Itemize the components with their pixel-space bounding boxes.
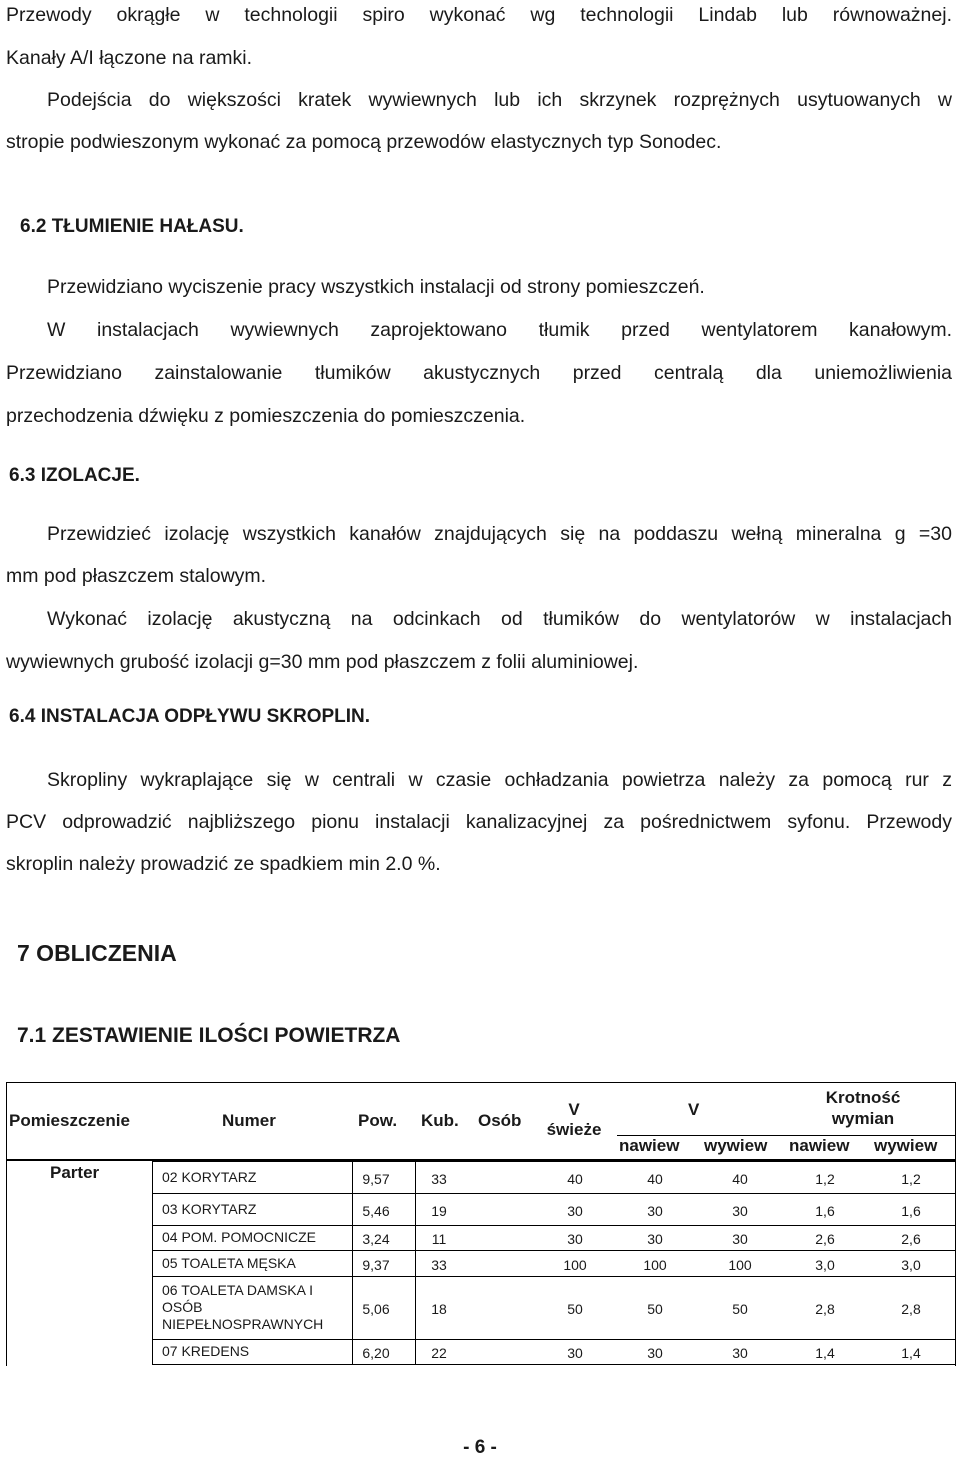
table-cell-numer (162, 1201, 256, 1218)
section-heading: 7.1 ZESTAWIENIE ILOŚCI POWIETRZA (17, 1024, 401, 1047)
table-cell-kub: 11 (431, 1231, 447, 1247)
paragraph-line: Przewidzieć izolację wszystkich kanałów znajdujących się na poddaszu wełną mineralna g =30 (47, 523, 952, 545)
table-cell-numer-line: 03 KORYTARZ (162, 1200, 257, 1217)
table-cell-kub: 18 (431, 1301, 447, 1317)
page-number: - 6 - (463, 1437, 497, 1458)
table-cell-kn: 2,8 (815, 1301, 835, 1317)
paragraph-line: Skropliny wykraplające się w centrali w czasie ochładzania powietrza należy za pomocą rur z (47, 769, 952, 791)
table-cell-vw: 50 (732, 1301, 748, 1317)
table-cell-numer-line: NIEPEŁNOSPRAWNYCH (162, 1316, 324, 1332)
chapter-heading: 7 OBLICZENIA (17, 940, 177, 966)
section-heading: 6.2 TŁUMIENIE HAŁASU. (20, 216, 244, 237)
header-krotnosc-line1: Krotność (825, 1088, 901, 1107)
header-k-nawiew: nawiew (789, 1136, 850, 1155)
table-cell-kn: 1,6 (815, 1202, 835, 1219)
paragraph-line: przechodzenia dźwięku z pomieszczenia do pomieszczenia. (6, 405, 526, 427)
table-cell-swieze: 50 (567, 1301, 583, 1317)
table-cell-numer (162, 1255, 296, 1272)
paragraph-line: skroplin należy prowadzić ze spadkiem min 2.0 %. (6, 853, 441, 875)
table-row-line (152, 1161, 956, 1162)
header-osob: Osób (478, 1111, 522, 1130)
group-label: Parter (50, 1163, 100, 1182)
table-border-top (6, 1082, 956, 1083)
table-cell-kub: 19 (431, 1202, 447, 1219)
table-cell-swieze: 30 (567, 1231, 583, 1247)
table-cell-vn: 100 (643, 1256, 667, 1273)
table-cell-kub: 33 (431, 1170, 447, 1187)
table-cell-kw: 2,8 (901, 1301, 921, 1317)
paragraph-line: Przewidziano zainstalowanie tłumików akustycznych przed centralą dla uniemożliwienia (6, 362, 952, 384)
header-v-swieze-line1: V (568, 1100, 580, 1119)
table-cell-kub: 22 (431, 1345, 447, 1361)
table-cell-vn: 40 (647, 1170, 663, 1187)
table-cell-pow: 9,37 (362, 1256, 390, 1273)
table-cell-pow: 5,06 (362, 1301, 390, 1317)
table-col-divider (152, 1161, 153, 1365)
table-cell-numer-line: 04 POM. POMOCNICZE (162, 1229, 317, 1245)
table-row-line (152, 1193, 956, 1194)
table-cell-numer (162, 1343, 249, 1360)
section-heading: 6.3 IZOLACJE. (9, 465, 140, 486)
table-cell-vw: 30 (732, 1202, 748, 1219)
table-cell-vn: 30 (647, 1345, 663, 1361)
table-cell-vw: 100 (728, 1256, 752, 1273)
paragraph-line: W instalacjach wywiewnych zaprojektowano tłumik przed wentylatorem kanałowym. (47, 319, 952, 341)
table-cell-vw: 30 (732, 1345, 748, 1361)
table-cell-numer-line: 07 KREDENS (162, 1343, 250, 1359)
table-cell-pow: 5,46 (362, 1202, 390, 1219)
table-border-bottom (152, 1364, 956, 1365)
header-kub: Kub. (421, 1111, 459, 1130)
header-v-wywiew: wywiew (704, 1136, 768, 1155)
table-cell-numer (162, 1229, 316, 1246)
table-cell-kn: 3,0 (815, 1256, 835, 1273)
table-cell-numer-line: 06 TOALETA DAMSKA I (162, 1282, 313, 1298)
paragraph-line: Kanały A/I łączone na ramki. (6, 47, 253, 69)
paragraph-line: Wykonać izolację akustyczną na odcinkach od tłumików do wentylatorów w instalacjach (47, 608, 952, 630)
table-cell-pow: 9,57 (362, 1170, 390, 1187)
paragraph-line: mm pod płaszczem stalowym. (6, 565, 267, 587)
header-krotnosc-line2: wymian (831, 1109, 895, 1128)
paragraph-line: Podejścia do większości kratek wywiewnych lub ich skrzynek rozprężnych usytuowanych w (47, 89, 952, 111)
header-k-wywiew: wywiew (874, 1136, 938, 1155)
table-cell-kw: 1,6 (901, 1202, 921, 1219)
table-cell-vw: 40 (732, 1170, 748, 1187)
paragraph-line: PCV odprowadzić najbliższego pionu instalacji kanalizacyjnej za pośrednictwem syfonu. Przewody (6, 811, 952, 833)
section-heading: 6.4 INSTALACJA ODPŁYWU SKROPLIN. (9, 706, 371, 727)
table-cell-swieze: 40 (567, 1170, 583, 1187)
table-cell-pow: 3,24 (362, 1231, 390, 1247)
table-row-line (152, 1339, 956, 1340)
table-cell-kn: 1,4 (815, 1345, 835, 1361)
header-v-nawiew: nawiew (619, 1136, 680, 1155)
table-cell-swieze: 30 (567, 1345, 583, 1361)
table-cell-vw: 30 (732, 1231, 748, 1247)
table-cell-vn: 30 (647, 1231, 663, 1247)
header-pow: Pow. (358, 1111, 398, 1130)
header-v-swieze-line2: świeże (546, 1120, 602, 1139)
table-cell-pow: 6,20 (362, 1345, 390, 1361)
table-cell-numer (162, 1169, 256, 1186)
table-cell-numer-line: OSÓB (162, 1299, 203, 1315)
table-cell-vn: 50 (647, 1301, 663, 1317)
paragraph-line: Przewidziano wyciszenie pracy wszystkich instalacji od strony pomieszczeń. (47, 276, 705, 298)
table-cell-kn: 2,6 (815, 1231, 835, 1247)
paragraph-line: stropie podwieszonym wykonać za pomocą przewodów elastycznych typ Sonodec. (6, 131, 722, 153)
table-cell-kn: 1,2 (815, 1170, 835, 1187)
table-cell-kw: 1,4 (901, 1345, 921, 1361)
table-cell-kub: 33 (431, 1256, 447, 1273)
table-row-line (152, 1250, 956, 1251)
table-cell-swieze: 100 (563, 1256, 587, 1273)
table-cell-swieze: 30 (567, 1202, 583, 1219)
header-numer: Numer (222, 1111, 276, 1130)
header-v-swieze (541, 1100, 607, 1140)
paragraph-line: wywiewnych grubość izolacji g=30 mm pod płaszczem z folii aluminiowej. (6, 651, 639, 673)
header-krotnosc (788, 1087, 938, 1129)
table-row-line (152, 1225, 956, 1226)
paragraph-line: Przewody okrągłe w technologii spiro wykonać wg technologii Lindab lub równoważnej. (6, 4, 952, 26)
table-cell-kw: 3,0 (901, 1256, 921, 1273)
table-cell-numer (162, 1282, 323, 1333)
table-cell-vn: 30 (647, 1202, 663, 1219)
table-cell-kw: 2,6 (901, 1231, 921, 1247)
table-cell-numer-line: 05 TOALETA MĘSKA (162, 1254, 296, 1271)
table-cell-numer-line: 02 KORYTARZ (162, 1168, 257, 1185)
table-border-left (6, 1082, 7, 1366)
table-row-line (152, 1276, 956, 1277)
table-border-right (955, 1082, 956, 1366)
header-pomieszczenie: Pomieszczenie (9, 1111, 130, 1130)
table-cell-kw: 1,2 (901, 1170, 921, 1187)
header-v: V (688, 1100, 700, 1119)
